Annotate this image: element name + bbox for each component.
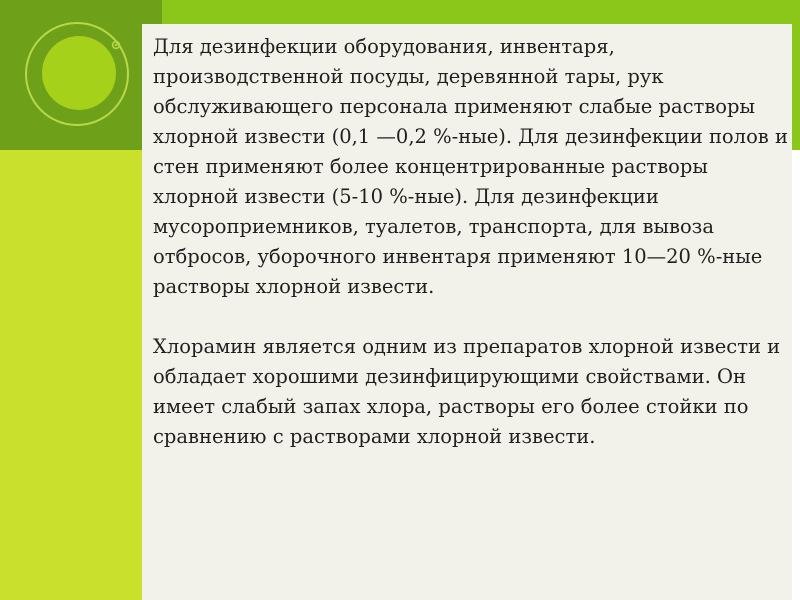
decorative-circle-fill xyxy=(42,36,116,110)
circle-bullet-icon xyxy=(111,40,121,50)
right-strip xyxy=(792,150,800,600)
paragraph-chlorine-lime: Для дезинфекции оборудования, инвентаря, производственной посуды, деревянной тары, рук обслуживающего персонала применяют слабые растворы хлорной извести (0,1 —0,2 %-ные). Для дезинфекции полов и стен применяют более концентрированные растворы хлорной извести (5-10 %-ные). Для дезинфекции мусороприемников, туалетов, транспорта, для вывоза отбросов, уборочного инвентаря применяют 10—20 %-ные растворы хлорной извести. xyxy=(153,35,788,298)
slide-text xyxy=(153,32,793,452)
left-bottom-band xyxy=(0,150,162,600)
paragraph-chloramine: Хлорамин является одним из препаратов хлорной извести и обладает хорошими дезинфицирующими свойствами. Он имеет слабый запах хлора, растворы его более стойки по сравнению с растворами хлорной извести. xyxy=(153,335,781,448)
